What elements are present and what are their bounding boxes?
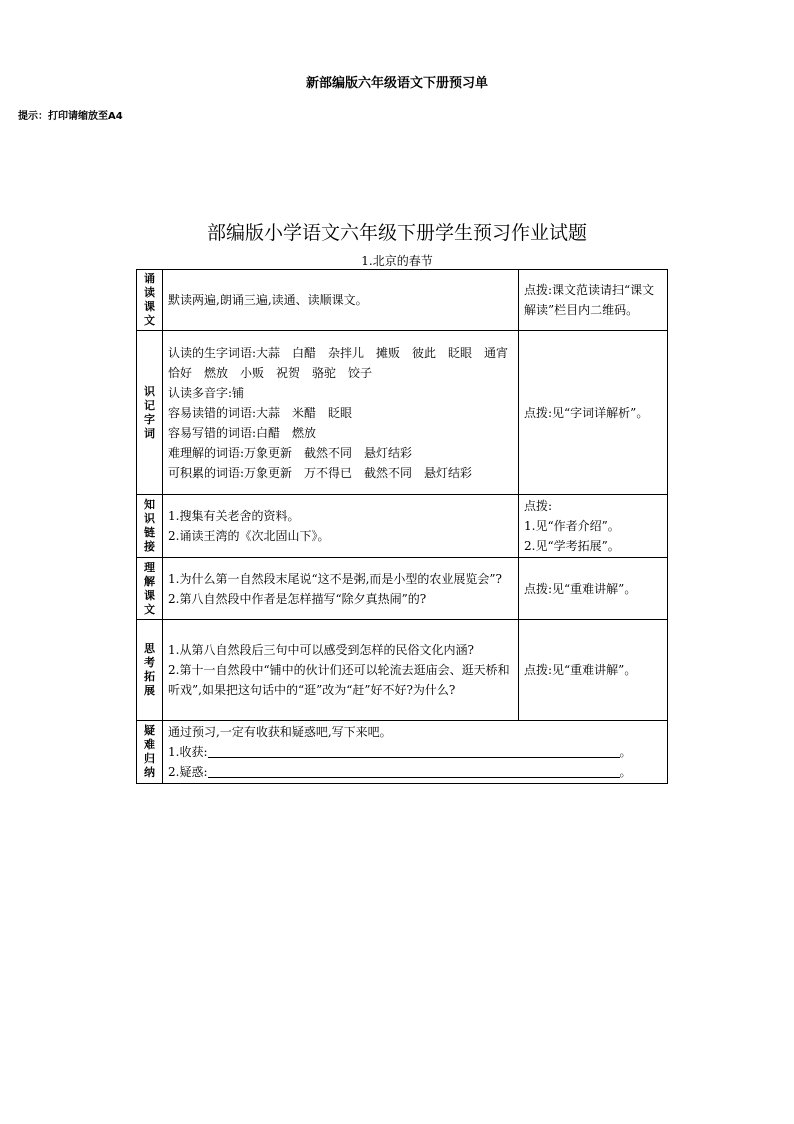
row-think <box>137 620 668 721</box>
doubt-blank[interactable] <box>208 764 620 778</box>
category-label: 知 识 链 接 <box>137 495 163 558</box>
row-understand <box>137 558 668 620</box>
gain-line: 1.收获: 。 <box>168 745 632 759</box>
summary-intro: 通过预习,一定有收获和疑惑吧,写下来吧。 <box>168 725 392 739</box>
row-tip: 点拨:见“字词详解析”。 <box>519 331 668 495</box>
category-label: 思 考 拓 展 <box>137 620 163 721</box>
category-label: 识 记 字 词 <box>137 331 163 495</box>
row-content: 1.从第八自然段后三句中可以感受到怎样的民俗文化内涵? 2.第十一自然段中“铺中的伙计们还可以轮流去逛庙会、逛天桥和听戏”,如果把这句话中的“逛”改为“赶”好不好?为什么? <box>163 620 519 721</box>
row-link <box>137 495 668 558</box>
row-tip: 点拨: 1.见“作者介绍”。 2.见“学考拓展”。 <box>519 495 668 558</box>
row-content: 默读两遍,朗诵三遍,读通、读顺课文。 <box>163 270 519 331</box>
row-read <box>137 270 668 331</box>
category-label: 诵 读 课 文 <box>137 270 163 331</box>
row-tip: 点拨:课文范读请扫“课文解读”栏目内二维码。 <box>519 270 668 331</box>
category-label: 疑 难 归 纳 <box>137 721 163 784</box>
row-tip: 点拨:见“重难讲解”。 <box>519 620 668 721</box>
document-title: 部编版小学语文六年级下册学生预习作业试题 <box>206 222 587 244</box>
row-content: 1.为什么第一自然段末尾说“这不是粥,而是小型的农业展览会”? 2.第八自然段中作者是怎样描写“除夕真热闹”的? <box>163 558 519 620</box>
print-hint: 提示：打印请缩放至A4 <box>18 111 123 122</box>
row-words <box>137 331 668 495</box>
top-title: 新部编版六年级语文下册预习单 <box>305 76 488 91</box>
doubt-line: 2.疑惑: 。 <box>168 765 632 779</box>
preview-table <box>136 269 668 784</box>
row-content: 认读的生字词语:大蒜 白醋 杂拌儿 摊贩 彼此 眨眼 通宵 恰好 燃放 小贩 祝贺 骆驼 饺子 认读多音字:铺 容易读错的词语:大蒜 米醋 眨眼 容易写错的词语:白醋 燃放 难理解的词语:万象更新 截然不同 悬灯结彩 可积累的词语:万象更新 万不得已 截然不同 悬灯结彩 <box>163 331 519 495</box>
category-label: 理 解 课 文 <box>137 558 163 620</box>
summary-content <box>163 721 668 784</box>
row-tip: 点拨:见“重难讲解”。 <box>519 558 668 620</box>
gain-blank[interactable] <box>208 744 620 758</box>
row-content: 1.搜集有关老舍的资料。 2.诵读王湾的《次北固山下》。 <box>163 495 519 558</box>
lesson-title: 1.北京的春节 <box>361 254 433 268</box>
row-summary <box>137 721 668 784</box>
